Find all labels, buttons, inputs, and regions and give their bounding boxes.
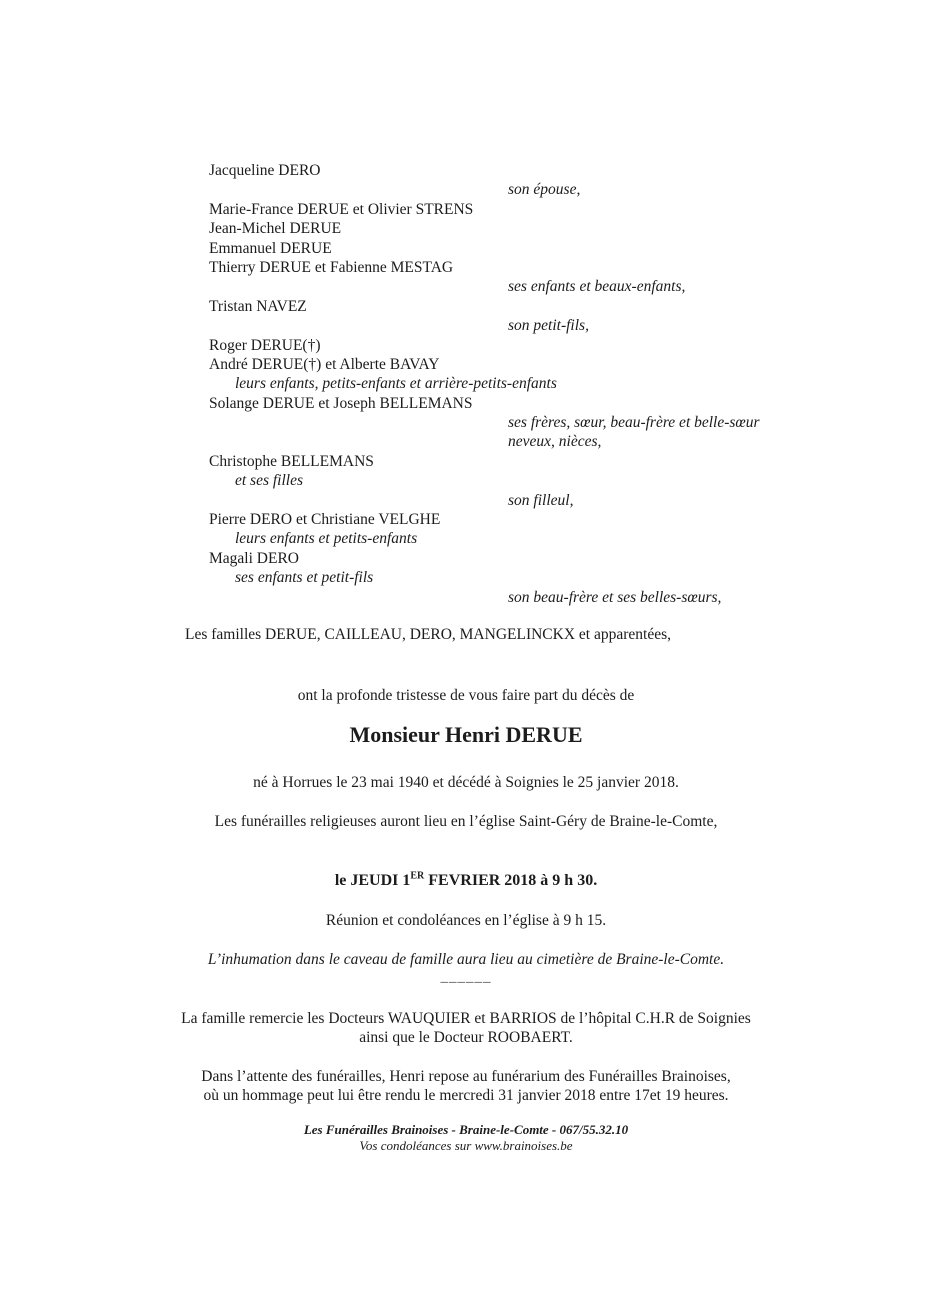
related-families-line: Les familles DERUE, CAILLEAU, DERO, MANGELINCKX et apparentées, (185, 626, 671, 643)
funeral-home-contact: Les Funérailles Brainoises - Braine-le-Comte - 067/55.32.10 (303, 1122, 629, 1137)
family-member-name: Jacqueline DERO (209, 162, 321, 179)
family-member-name: Roger DERUE(†) (209, 336, 321, 354)
funeral-date-prefix: le JEUDI 1 (334, 872, 411, 889)
funeral-date (0, 871, 932, 890)
family-member-name: Emmanuel DERUE (209, 239, 332, 257)
section-divider: ______ (440, 969, 492, 985)
funeral-date-ordinal: ER (410, 870, 425, 882)
family-member-name: Pierre DERO et Christiane VELGHE (209, 511, 441, 529)
family-member-name: Magali DERO (209, 549, 299, 567)
relationship-label: ses enfants et beaux-enfants, (508, 278, 686, 296)
funeral-location: Les funérailles religieuses auront lieu en l’église Saint-Géry de Braine-le-Comte, (214, 813, 718, 830)
relationship-label: son épouse, (508, 181, 581, 199)
descendants-label: ses enfants et petit-fils (235, 569, 374, 587)
thanks-paragraph (0, 1009, 932, 1048)
deceased-name: Monsieur Henri DERUE (349, 722, 583, 747)
family-member-name: Marie-France DERUE et Olivier STRENS (209, 200, 474, 218)
family-member-name: Tristan NAVEZ (209, 297, 307, 315)
family-member-name: Thierry DERUE et Fabienne MESTAG (209, 258, 454, 276)
relationship-label: ses frères, sœur, beau-frère et belle-sœur (508, 414, 760, 432)
descendants-label: leurs enfants, petits-enfants et arrière-petits-enfants (235, 375, 557, 393)
family-member-name: Jean-Michel DERUE (209, 220, 342, 238)
gathering-info: Réunion et condoléances en l’église à 9 h 15. (325, 912, 607, 929)
funeral-date-suffix: FEVRIER 2018 à 9 h 30. (424, 872, 598, 889)
thanks-line: ainsi que le Docteur ROOBAERT. (359, 1029, 573, 1047)
relationship-label: son filleul, (508, 491, 574, 509)
family-member-name: André DERUE(†) et Alberte BAVAY (209, 355, 440, 373)
descendants-label: et ses filles (235, 472, 304, 490)
birth-death-dates: né à Horrues le 23 mai 1940 et décédé à Soignies le 25 janvier 2018. (253, 774, 679, 791)
family-member-name: Christophe BELLEMANS (209, 452, 374, 470)
repose-line: Dans l’attente des funérailles, Henri repose au funérarium des Funérailles Brainoises, (201, 1068, 731, 1085)
condolences-website: Vos condoléances sur www.brainoises.be (359, 1137, 573, 1153)
burial-info: L’inhumation dans le caveau de famille aura lieu au cimetière de Braine-le-Comte. (207, 951, 725, 968)
family-list (0, 161, 932, 607)
repose-line: où un hommage peut lui être rendu le mercredi 31 janvier 2018 entre 17et 19 heures. (203, 1087, 729, 1105)
relationship-label: son petit-fils, (508, 317, 589, 335)
descendants-label: leurs enfants et petits-enfants (235, 530, 418, 548)
family-member-name: Solange DERUE et Joseph BELLEMANS (209, 394, 473, 412)
relationship-label: son beau-frère et ses belles-sœurs, (508, 588, 722, 606)
relationship-label: neveux, nièces, (508, 433, 602, 451)
thanks-line: La famille remercie les Docteurs WAUQUIER et BARRIOS de l’hôpital C.H.R de Soignies (181, 1010, 751, 1027)
funeral-home-footer (0, 1122, 932, 1153)
announcement-intro: ont la profonde tristesse de vous faire part du décès de (297, 687, 635, 704)
repose-paragraph (0, 1067, 932, 1106)
